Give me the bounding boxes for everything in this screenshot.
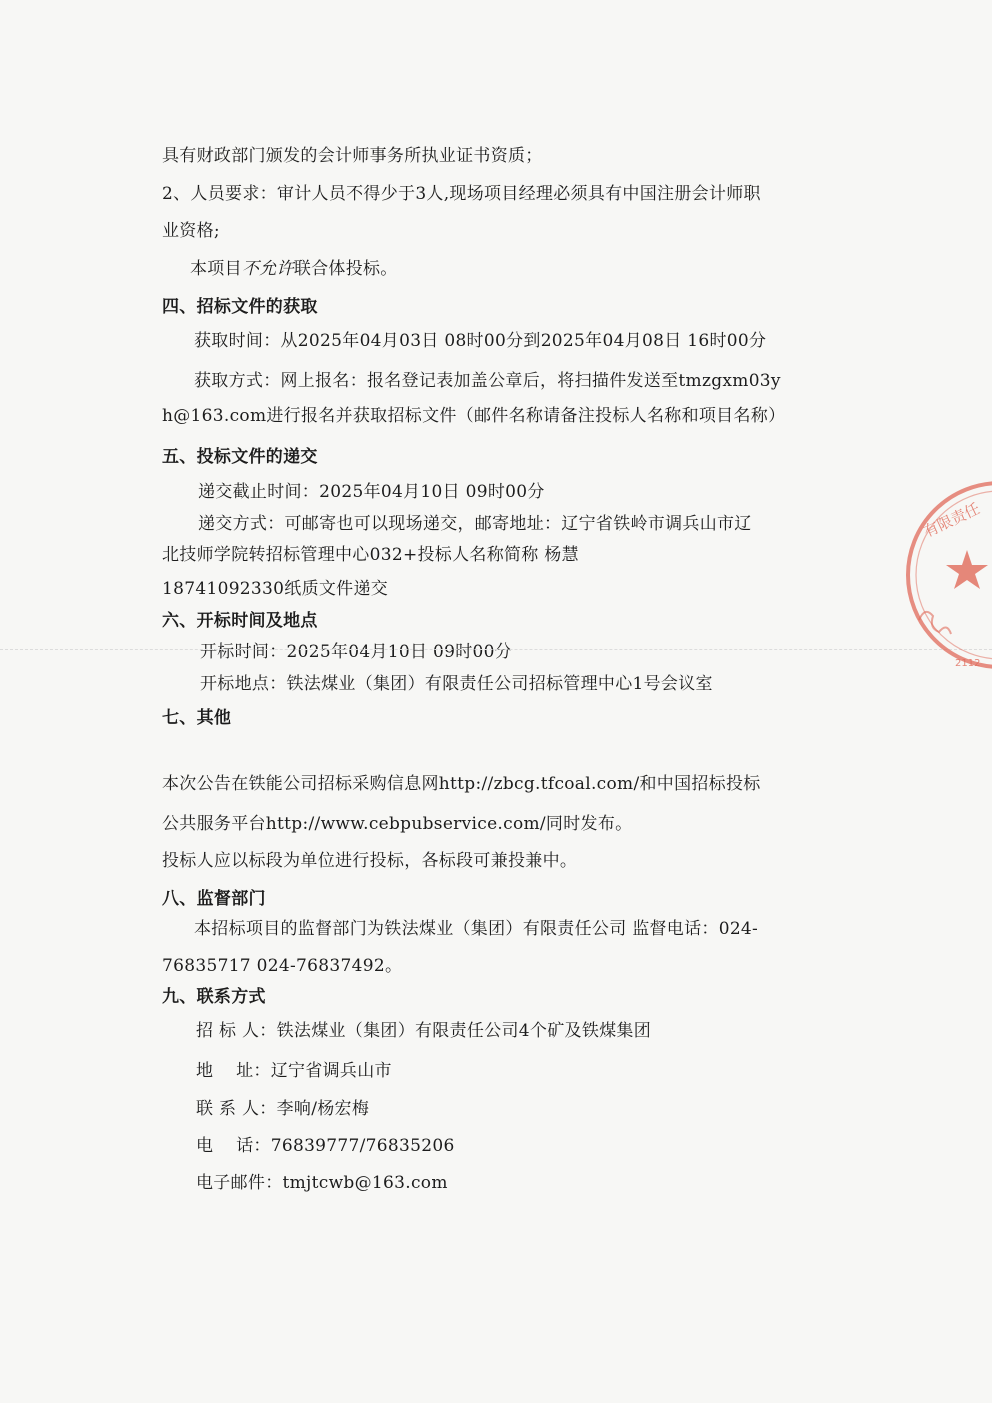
personnel-requirement-cont: 业资格; <box>162 221 220 241</box>
seal-text-bottom: 2112 <box>955 658 981 669</box>
publication-cont: 公共服务平台http://www.cebpubservice.com/同时发布。 <box>162 814 633 834</box>
consortium-prefix: 本项目 <box>190 259 242 279</box>
submission-address-line: 北技师学院转招标管理中心032+投标人名称简称 杨慧 <box>162 545 579 565</box>
section-5-heading: 五、投标文件的递交 <box>162 447 318 467</box>
contact-phone: 电 话：76839777/76835206 <box>196 1136 455 1156</box>
qualification-line: 具有财政部门颁发的会计师事务所执业证书资质； <box>162 146 543 166</box>
company-seal-icon <box>905 470 992 680</box>
consortium-not-allowed: 不允许 <box>241 259 294 279</box>
consortium-line <box>190 258 398 280</box>
bid-section-line: 投标人应以标段为单位进行投标，各标段可兼投兼中。 <box>162 851 578 871</box>
supervision-phone-line: 76835717 024-76837492。 <box>162 956 403 976</box>
section-6-heading: 六、开标时间及地点 <box>162 611 318 631</box>
submission-method-line: 递交方式：可邮寄也可以现场递交，邮寄地址：辽宁省铁岭市调兵山市辽 <box>198 514 752 534</box>
supervision-line: 本招标项目的监督部门为铁法煤业（集团）有限责任公司 监督电话：024- <box>194 919 759 939</box>
submission-phone-line: 18741092330纸质文件递交 <box>162 579 389 599</box>
contact-person: 联 系 人：李响/杨宏梅 <box>196 1099 370 1119</box>
publication-line: 本次公告在铁能公司招标采购信息网http://zbcg.tfcoal.com/和中国招标投标 <box>162 774 761 794</box>
contact-address: 地 址：辽宁省调兵山市 <box>196 1061 392 1081</box>
submission-deadline-line: 递交截止时间：2025年04月10日 09时00分 <box>198 482 545 502</box>
obtain-method-cont: h@163.com进行报名并获取招标文件（邮件名称请备注投标人名称和项目名称） <box>162 406 786 426</box>
section-8-heading: 八、监督部门 <box>162 889 266 909</box>
obtain-time-line: 获取时间：从2025年04月03日 08时00分到2025年04月08日 16时00分 <box>194 331 767 351</box>
consortium-suffix: 联合体投标。 <box>293 259 398 279</box>
scan-fold-line <box>0 649 992 650</box>
obtain-method-line: 获取方式：网上报名：报名登记表加盖公章后，将扫描件发送至tmzgxm03y <box>194 371 781 391</box>
section-7-heading: 七、其他 <box>162 708 232 728</box>
contact-tenderer: 招 标 人：铁法煤业（集团）有限责任公司4个矿及铁煤集团 <box>196 1021 652 1041</box>
section-4-heading: 四、招标文件的获取 <box>162 297 318 317</box>
personnel-requirement-line: 2、人员要求：审计人员不得少于3人,现场项目经理必须具有中国注册会计师职 <box>162 184 761 204</box>
section-9-heading: 九、联系方式 <box>162 987 266 1007</box>
seal-text-top: 有限责任 <box>920 499 983 542</box>
opening-time-line: 开标时间：2025年04月10日 09时00分 <box>200 642 513 662</box>
contact-email: 电子邮件：tmjtcwb@163.com <box>196 1173 448 1193</box>
opening-place-line: 开标地点：铁法煤业（集团）有限责任公司招标管理中心1号会议室 <box>200 674 713 694</box>
